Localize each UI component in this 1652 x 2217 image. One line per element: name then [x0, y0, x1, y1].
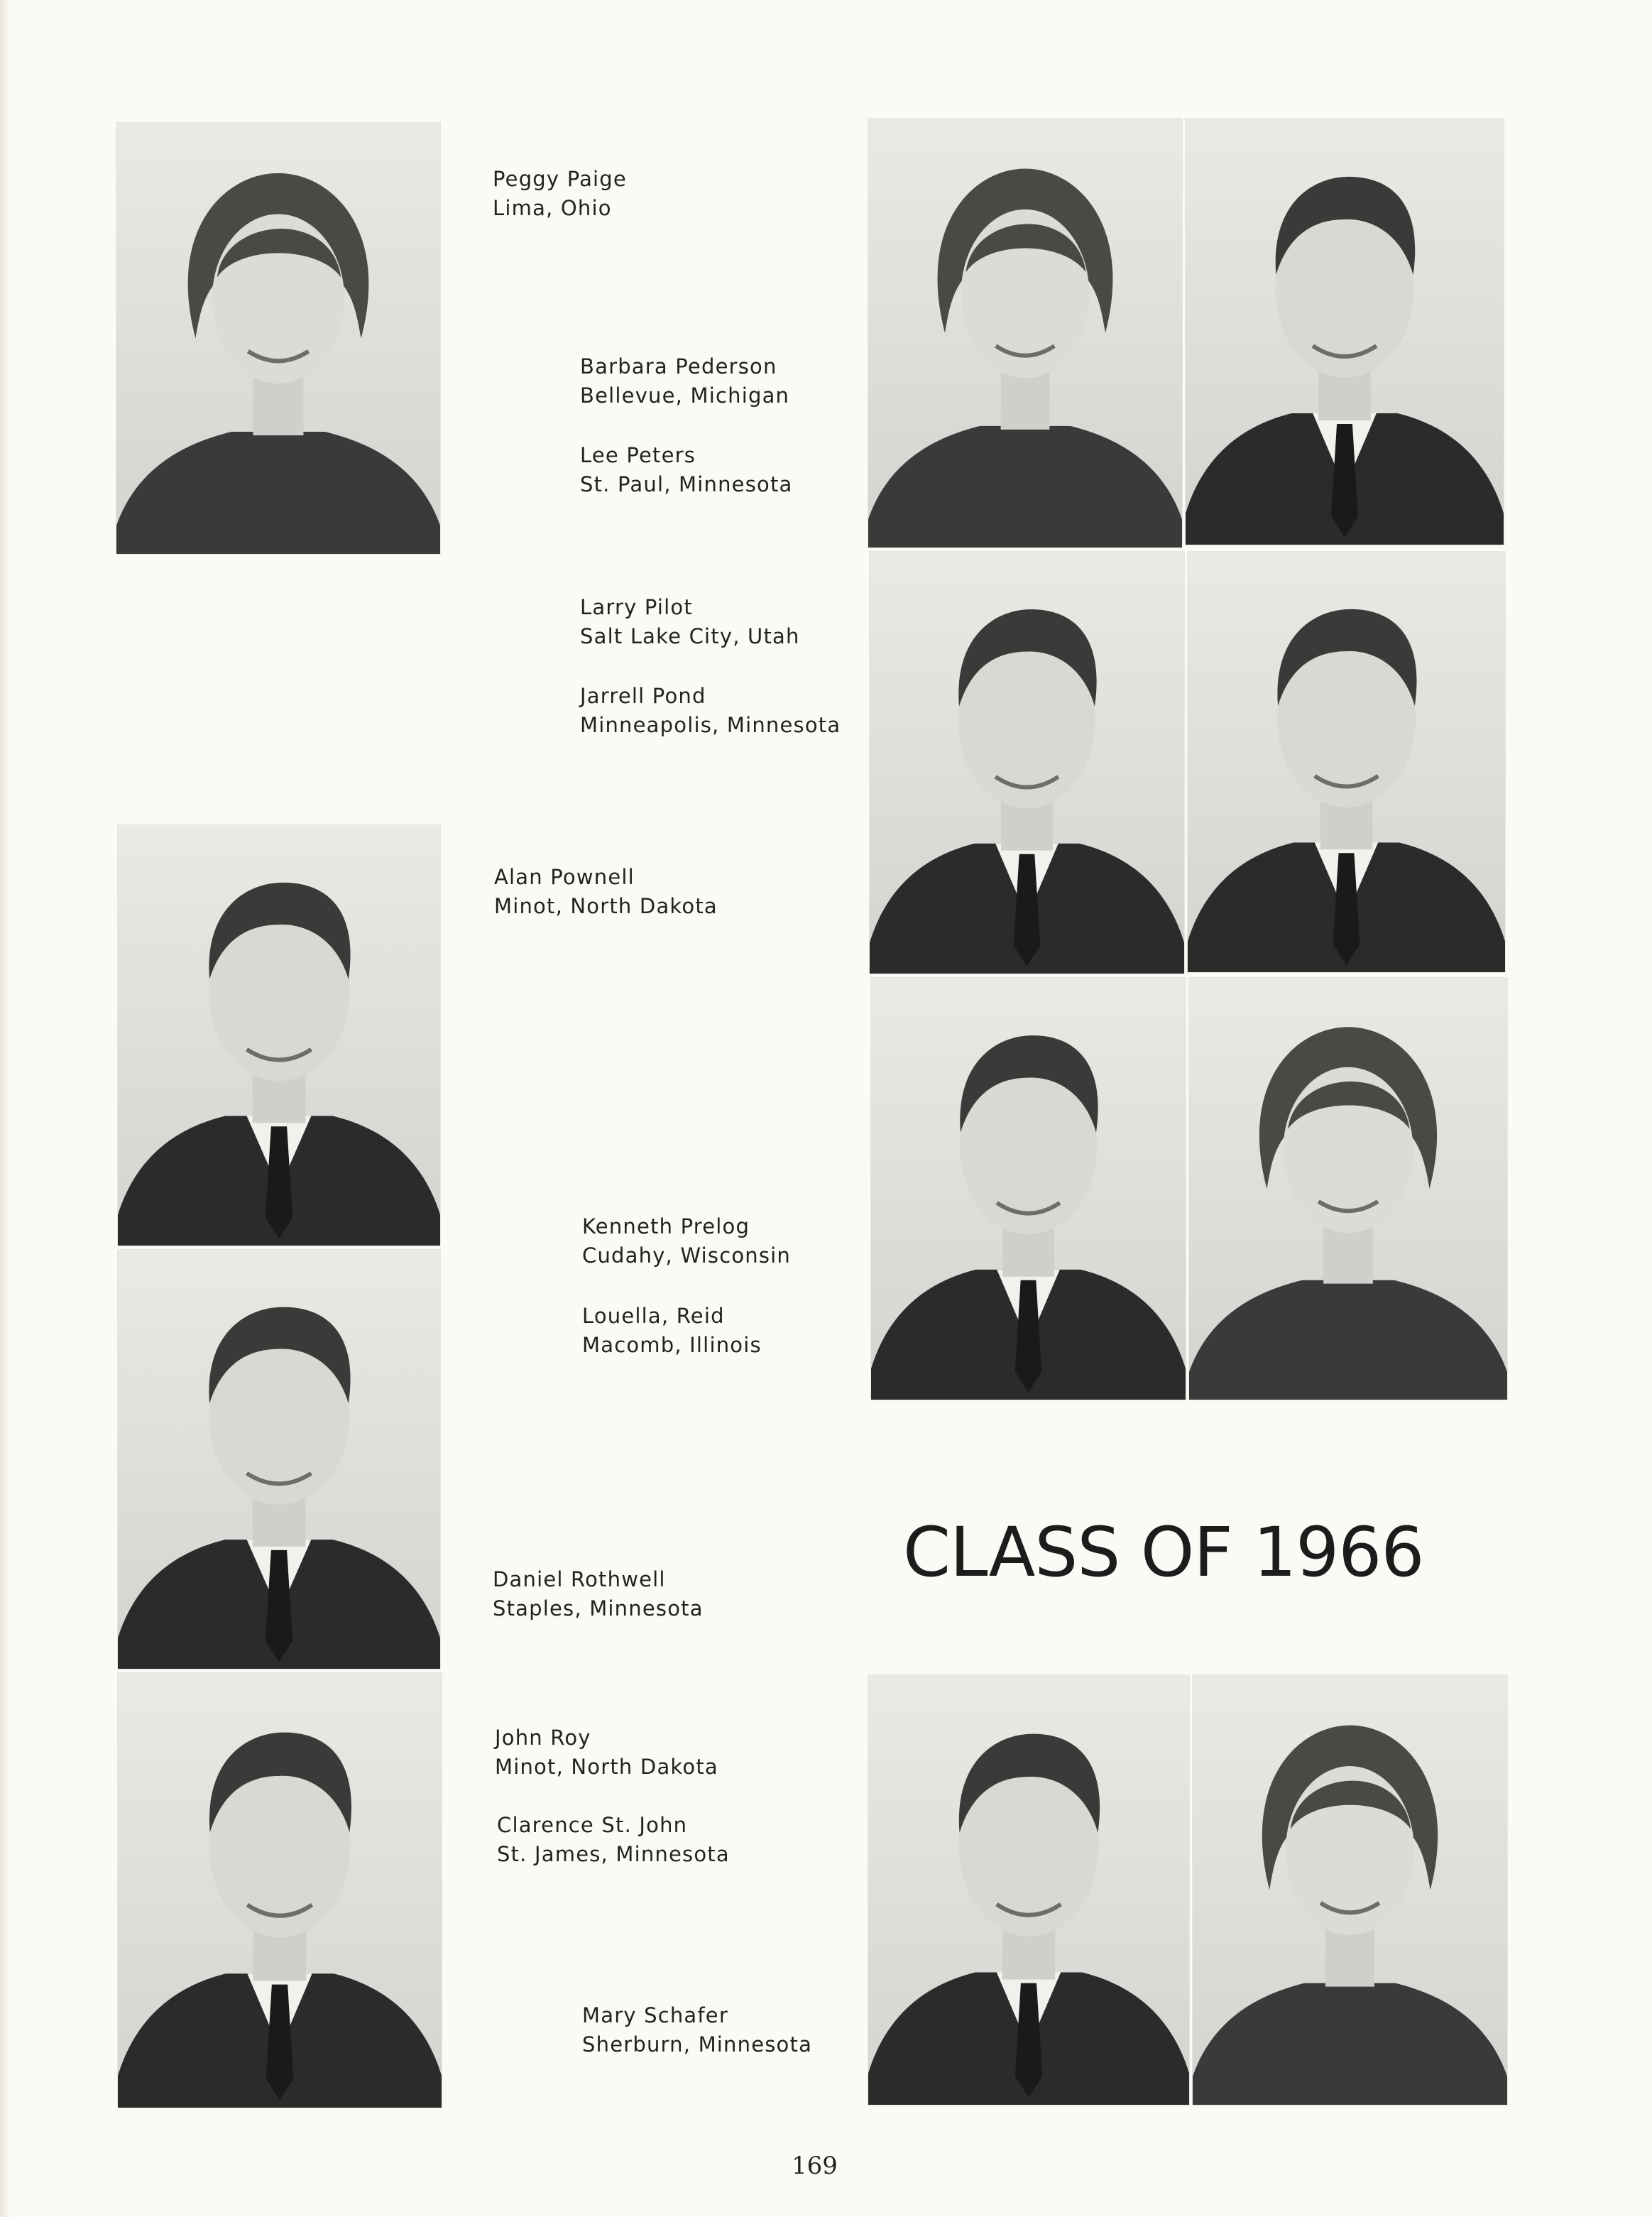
photo-peggy-paige — [116, 123, 440, 554]
student-hometown: Macomb, Illinois — [582, 1333, 762, 1357]
student-hometown: Bellevue, Michigan — [580, 383, 790, 408]
caption-mary-schafer — [582, 2001, 812, 2059]
photo-clarence-st-john — [868, 1675, 1189, 2105]
caption-lee-peters — [580, 441, 793, 499]
student-name: Louella, Reid — [582, 1304, 725, 1328]
caption-kenneth-prelog — [582, 1212, 791, 1270]
caption-alan-pownell — [494, 863, 718, 921]
photo-mary-schafer — [1193, 1675, 1507, 2105]
student-name: Clarence St. John — [497, 1813, 688, 1837]
student-hometown: Cudahy, Wisconsin — [582, 1243, 792, 1268]
student-hometown: Staples, Minnesota — [493, 1596, 704, 1620]
caption-daniel-rothwell — [493, 1565, 704, 1623]
student-hometown: Minneapolis, Minnesota — [580, 713, 841, 737]
student-name: Mary Schafer — [582, 2003, 728, 2027]
caption-john-roy — [495, 1723, 718, 1782]
student-name: Larry Pilot — [580, 595, 693, 619]
student-hometown: St. James, Minnesota — [497, 1842, 730, 1866]
student-name: Lee Peters — [580, 443, 696, 467]
student-name: John Roy — [495, 1726, 591, 1750]
photo-jarrell-pond — [1188, 552, 1505, 972]
student-name: Daniel Rothwell — [493, 1567, 666, 1591]
student-name: Peggy Paige — [493, 167, 627, 191]
photo-kenneth-prelog — [871, 978, 1186, 1400]
student-name: Barbara Pederson — [580, 354, 777, 378]
student-name: Kenneth Prelog — [582, 1214, 750, 1238]
photo-louella-reid — [1189, 978, 1507, 1400]
student-hometown: Sherburn, Minnesota — [582, 2032, 813, 2057]
caption-jarrell-pond — [580, 682, 841, 740]
student-name: Alan Pownell — [494, 865, 635, 889]
photo-daniel-rothwell — [118, 1250, 440, 1669]
photo-larry-pilot — [870, 552, 1184, 974]
caption-clarence-st-john — [497, 1811, 730, 1869]
student-hometown: Minot, North Dakota — [495, 1755, 718, 1779]
student-hometown: St. Paul, Minnesota — [580, 472, 793, 496]
photo-lee-peters — [1186, 119, 1504, 545]
student-hometown: Salt Lake City, Utah — [580, 624, 800, 648]
photo-john-roy — [118, 1673, 442, 2108]
photo-alan-pownell — [118, 825, 440, 1246]
student-name: Jarrell Pond — [580, 684, 706, 708]
caption-louella-reid — [582, 1302, 762, 1360]
page-binding-edge — [0, 0, 10, 2217]
page-number: 169 — [792, 2152, 838, 2180]
caption-barbara-pederson — [580, 352, 789, 410]
class-title: CLASS OF 1966 — [903, 1513, 1424, 1592]
student-hometown: Lima, Ohio — [493, 196, 612, 220]
caption-peggy-paige — [493, 165, 627, 223]
photo-barbara-pederson — [868, 119, 1182, 548]
student-hometown: Minot, North Dakota — [494, 894, 718, 918]
caption-larry-pilot — [580, 593, 800, 651]
